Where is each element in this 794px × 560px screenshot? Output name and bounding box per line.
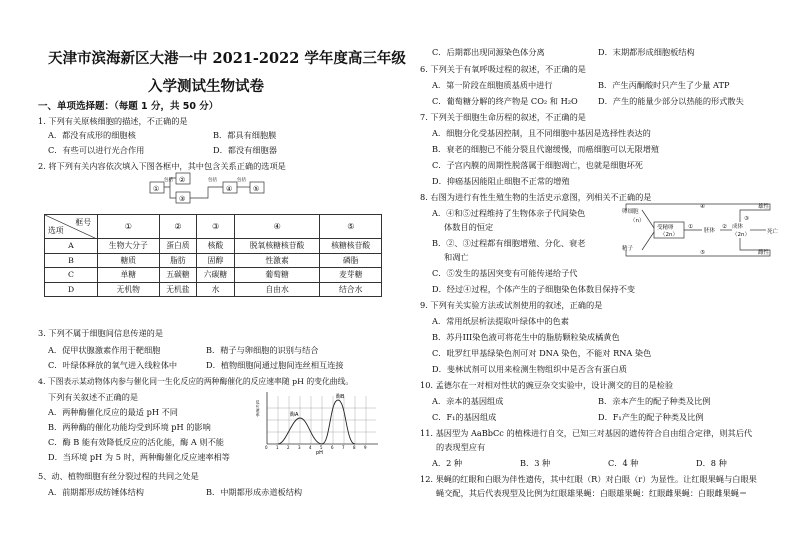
embryo-label: 胚体 bbox=[704, 228, 716, 234]
death-label: 死亡 bbox=[767, 229, 779, 235]
table-cell: 固醇 bbox=[197, 253, 235, 268]
table-cell: 单糖 bbox=[98, 268, 160, 283]
table-row bbox=[45, 253, 382, 268]
q5-option-c: C．后期都出现同源染色体分离 bbox=[432, 47, 545, 57]
q3-option-c: C．叶绿体释放的氧气进入线粒体中 bbox=[48, 360, 178, 370]
gamete-arrows bbox=[642, 210, 654, 250]
table-cell: 核酸 bbox=[197, 239, 235, 254]
q3-stem: 3. 下列不属于细胞间信息传递的是 bbox=[38, 328, 164, 338]
box-4-label: ④ bbox=[226, 185, 233, 193]
q3-option-b: B．精子与卵细胞的识别与结合 bbox=[206, 345, 319, 355]
table-cell: 核糖核苷酸 bbox=[320, 239, 382, 254]
q7-option-c: C．子宫内膜的周期性脱落属于细胞凋亡，也就是细胞坏死 bbox=[432, 160, 643, 170]
q2-options-table bbox=[44, 214, 382, 297]
table-cell: 脂肪 bbox=[159, 253, 197, 268]
q9-stem: 9. 下列有关实验方法或试剂使用的叙述，正确的是 bbox=[420, 300, 603, 310]
q2-nested-box-diagram bbox=[148, 170, 278, 210]
q11-option-b: B．3 种 bbox=[520, 458, 551, 468]
q4-enzyme-ph-chart bbox=[256, 388, 384, 456]
q9-option-b: B．苏丹III染色液可将花生中的脂肪颗粒染成橘黄色 bbox=[432, 332, 620, 342]
box-3-label: ③ bbox=[179, 195, 186, 203]
q9-option-a: A．常用纸层析法提取叶绿体中的色素 bbox=[432, 316, 569, 326]
col-header: ⑤ bbox=[320, 215, 382, 239]
table-row bbox=[45, 268, 382, 283]
q12-stem-line2: 蝇交配，其后代表现型及比例为红眼雄果蝇：白眼雄果蝇：红眼雌果蝇：白眼雌果蝇＝ bbox=[436, 488, 748, 498]
q8-option-a-line2: 体数目的恒定 bbox=[444, 222, 494, 232]
q4-option-b: B．两种酶的催化功能均受到环境 pH 的影响 bbox=[48, 422, 211, 432]
male-label: 雄性 bbox=[758, 204, 770, 210]
table-cell: 无机物 bbox=[98, 282, 160, 297]
table-cell: 自由水 bbox=[234, 282, 320, 297]
q11-option-c: C．4 种 bbox=[608, 458, 639, 468]
step-3: ③ bbox=[744, 216, 749, 222]
tick-label: 5 bbox=[320, 445, 323, 450]
q10-option-b: B．亲本产生的配子种类及比例 bbox=[598, 396, 711, 406]
box-5-label: ⑤ bbox=[253, 185, 260, 193]
q4-option-d: D．当环境 pH 为 5 时，两种酶催化反应速率相等 bbox=[48, 452, 230, 462]
table-cell: 性激素 bbox=[234, 253, 320, 268]
tick-label: 4 bbox=[309, 445, 312, 450]
step-4: ④ bbox=[700, 204, 705, 210]
table-cell: 麦芽糖 bbox=[320, 268, 382, 283]
q1-option-a: A．都没有成形的细胞核 bbox=[48, 130, 136, 140]
table-cell: 糖质 bbox=[98, 253, 160, 268]
table-cell: 生物大分子 bbox=[98, 239, 160, 254]
q6-option-c: C．葡萄糖分解的终产物是 CO₂ 和 H₂O bbox=[432, 96, 578, 106]
table-cell: 五碳糖 bbox=[159, 268, 197, 283]
q4-option-a: A．两种酶催化反应的最适 pH 不同 bbox=[48, 407, 178, 417]
tick-label: 3 bbox=[298, 445, 301, 450]
tick-label: 8 bbox=[353, 445, 356, 450]
enzyme-b-label: 酶B bbox=[336, 394, 345, 400]
q7-option-a: A．细胞分化受基因控制，且不同细胞中基因是选择性表达的 bbox=[432, 128, 651, 138]
q4-stem: 4. 下图表示某动物体内参与催化同一生化反应的两种酶催化的反应速率随 pH 的变化曲线。 bbox=[38, 377, 354, 386]
q8-option-c: C．⑤发生的基因突变有可能传递给子代 bbox=[432, 268, 578, 278]
q10-option-d: D．F₁产生的配子种类及比例 bbox=[598, 412, 704, 422]
q10-stem: 10. 孟德尔在一对相对性状的豌豆杂交实验中，设计测交的目的是检验 bbox=[420, 380, 674, 390]
q8-stem: 8. 右图为进行有性生殖生物的生活史示意图，列相关不正确的是 bbox=[420, 192, 652, 202]
adult-label: 成体 bbox=[732, 224, 744, 230]
q1-stem: 1. 下列有关原核细胞的描述，不正确的是 bbox=[38, 116, 188, 126]
x-axis-label: pH bbox=[316, 450, 323, 456]
table-cell: 无机盐 bbox=[159, 282, 197, 297]
box-2-label: ② bbox=[179, 176, 186, 184]
q7-option-d: D．抑癌基因能阻止细胞不正常的增殖 bbox=[432, 176, 570, 186]
q7-stem: 7. 下列关于细胞生命历程的叙述，不正确的是 bbox=[420, 112, 586, 122]
col-header: ③ bbox=[197, 215, 235, 239]
q6-option-a: A．第一阶段在细胞质基质中进行 bbox=[432, 80, 553, 90]
gamete-ploidy: （n） bbox=[630, 218, 645, 224]
q4-option-c: C．酶 B 能有效降低反应的活化能，酶 A 则不能 bbox=[48, 437, 224, 447]
corner-top-label: 框号 bbox=[75, 218, 91, 227]
female-label: 雌性 bbox=[758, 250, 770, 256]
corner-bottom-label: 选项 bbox=[48, 226, 64, 235]
paper-title-line2: 入学测试生物试卷 bbox=[148, 78, 264, 95]
q4-stem-2: 下列有关叙述不正确的是 bbox=[48, 392, 139, 402]
q8-life-cycle-diagram bbox=[620, 200, 782, 260]
table-corner-cell bbox=[45, 215, 98, 239]
tick-label: 2 bbox=[287, 445, 290, 450]
q8-option-b-line2: 和凋亡 bbox=[444, 252, 469, 262]
q5-stem: 5、动、植物细胞有丝分裂过程的共同之处是 bbox=[38, 471, 199, 481]
q10-option-a: A．亲本的基因组成 bbox=[432, 396, 504, 406]
q9-option-d: D．斐林试剂可以用来检测生物组织中是否含有蛋白质 bbox=[432, 364, 627, 374]
q9-option-c: C．吡罗红甲基绿染色剂可对 DNA 染色，不能对 RNA 染色 bbox=[432, 348, 652, 358]
q1-option-c: C．有些可以进行光合作用 bbox=[48, 145, 145, 155]
step-2: ② bbox=[722, 224, 727, 230]
table-cell: 结合水 bbox=[320, 282, 382, 297]
q3-option-d: D．植物细胞间通过胞间连丝相互连接 bbox=[206, 360, 344, 370]
q1-option-d: D．都没有细胞器 bbox=[213, 145, 277, 155]
q3-option-a: A．促甲状腺激素作用于靶细胞 bbox=[48, 345, 161, 355]
section-heading: 一、单项选择题：（每题 1 分，共 50 分） bbox=[38, 101, 219, 112]
q8-option-d: D．经过④过程，个体产生的子细胞染色体数目保持不变 bbox=[432, 284, 636, 294]
egg-label: 卵细胞 bbox=[622, 209, 639, 215]
q8-option-b-line1: B．②、③过程都有细胞增殖、分化、衰老 bbox=[432, 238, 586, 248]
q11-stem-line1: 11. 基因型为 AaBbCc 的植株进行自交，已知三对基因的遗传符合自由组合定律，则其后代 bbox=[420, 428, 753, 438]
row-label: B bbox=[45, 253, 98, 268]
tick-label: 9 bbox=[364, 445, 367, 450]
include-label-2: 包括 bbox=[208, 178, 217, 183]
q11-option-d: D．8 种 bbox=[696, 458, 727, 468]
table-cell: 蛋白质 bbox=[159, 239, 197, 254]
col-header: ④ bbox=[234, 215, 320, 239]
include-label-1: 包括 bbox=[164, 178, 173, 183]
row-label: D bbox=[45, 282, 98, 297]
q6-option-b: B．产生丙酮酸时只产生了少量 ATP bbox=[598, 80, 730, 90]
step-5: ⑤ bbox=[700, 250, 705, 256]
q8-option-a-line1: A．④和⑤过程维持了生物体亲子代间染色 bbox=[432, 208, 586, 218]
q11-option-a: A．2 种 bbox=[432, 458, 463, 468]
q6-stem: 6. 下列关于有氧呼吸过程的叙述，不正确的是 bbox=[420, 64, 586, 74]
sperm-label: 精子 bbox=[622, 246, 634, 252]
paper-title-line1: 天津市滨海新区大港一中 2021-2022 学年度高三年级 bbox=[48, 50, 406, 67]
q5-option-a: A．前期都形成纺锤体结构 bbox=[48, 487, 144, 497]
zygote-label: 受精卵 bbox=[657, 225, 674, 231]
enzyme-a-label: 酶A bbox=[290, 412, 299, 418]
table-row bbox=[45, 282, 382, 297]
table-cell: 水 bbox=[197, 282, 235, 297]
include-label-3: 包括 bbox=[237, 178, 246, 183]
row-label: C bbox=[45, 268, 98, 283]
box-1-label: ① bbox=[153, 185, 160, 193]
tick-label: 7 bbox=[342, 445, 345, 450]
tick-label: 6 bbox=[331, 445, 334, 450]
q12-stem-line1: 12. 果蝇的红眼和白眼为伴性遗传，其中红眼（R）对白眼（r）为显性。让红眼果蝇与白眼果 bbox=[420, 474, 757, 484]
q5-option-b: B．中期都形成赤道板结构 bbox=[206, 487, 303, 497]
col-header: ② bbox=[159, 215, 197, 239]
adult-ploidy: （2n） bbox=[732, 232, 750, 238]
q1-option-b: B．都具有细胞膜 bbox=[213, 130, 277, 140]
table-cell: 六碳糖 bbox=[197, 268, 235, 283]
q11-stem-line2: 的表现型应有 bbox=[436, 442, 486, 452]
y-axis-label: 反应速率 bbox=[256, 400, 261, 417]
table-cell: 脱氧核糖核苷酸 bbox=[234, 239, 320, 254]
tick-label: 0 bbox=[265, 445, 268, 450]
q10-option-c: C．F₁的基因组成 bbox=[432, 412, 497, 422]
row-label: A bbox=[45, 239, 98, 254]
step-1: ① bbox=[688, 224, 693, 230]
table-cell: 葡萄糖 bbox=[234, 268, 320, 283]
tick-label: 1 bbox=[276, 445, 279, 450]
zygote-ploidy: （2n） bbox=[660, 232, 678, 238]
q5-option-d: D．末期都形成细胞板结构 bbox=[598, 47, 695, 57]
q2-stem: 2. 将下列有关内容依次填入下图各框中，其中包含关系正确的选项是 bbox=[38, 161, 286, 171]
table-cell: 磷脂 bbox=[320, 253, 382, 268]
q7-option-b: B．衰老的细胞已不能分裂且代谢缓慢，而癌细胞可以无限增殖 bbox=[432, 144, 660, 154]
q6-option-d: D．产生的能量少部分以热能的形式散失 bbox=[598, 96, 744, 106]
table-row bbox=[45, 239, 382, 254]
col-header: ① bbox=[98, 215, 160, 239]
